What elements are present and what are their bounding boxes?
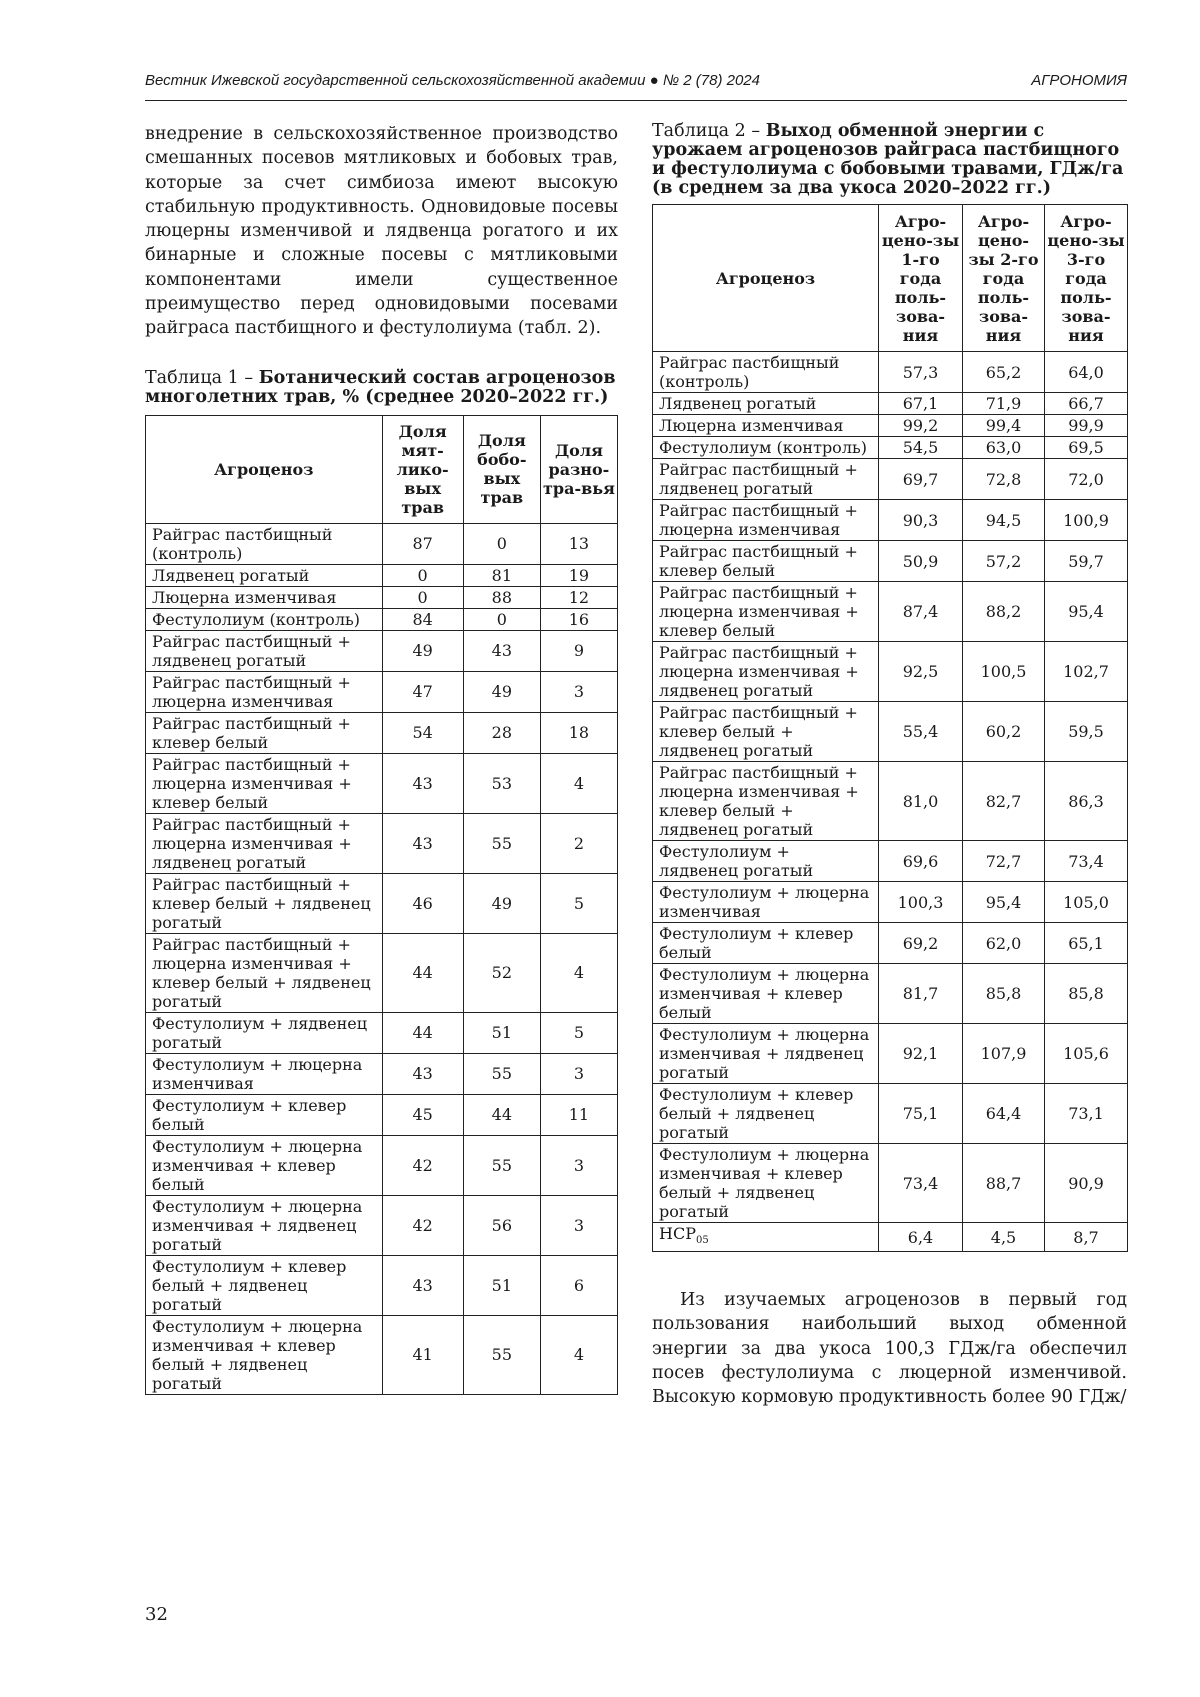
value-cell: 95,4 — [1045, 582, 1128, 642]
hsr-value: 6,4 — [879, 1223, 963, 1252]
agrocenosis-cell: Райграс пастбищный (контроль) — [146, 523, 383, 564]
value-cell: 2 — [540, 813, 617, 873]
table-row — [146, 873, 618, 933]
value-cell: 62,0 — [963, 923, 1045, 964]
table-row — [146, 1012, 618, 1053]
right-column — [652, 122, 1127, 1410]
table-row — [146, 586, 618, 608]
table-row — [653, 459, 1128, 500]
value-cell: 82,7 — [963, 762, 1045, 841]
value-cell: 43 — [382, 1255, 463, 1315]
value-cell: 72,7 — [963, 841, 1045, 882]
value-cell: 59,7 — [1045, 541, 1128, 582]
agrocenosis-cell: Фестулолиум + люцерна изменчивая + лядвенец рогатый — [653, 1024, 879, 1084]
value-cell: 69,2 — [879, 923, 963, 964]
value-cell: 49 — [463, 671, 540, 712]
value-cell: 41 — [382, 1315, 463, 1394]
table-row — [146, 813, 618, 873]
value-cell: 11 — [540, 1094, 617, 1135]
value-cell: 55 — [463, 813, 540, 873]
agrocenosis-cell: Райграс пастбищный + клевер белый — [653, 541, 879, 582]
table-row — [653, 352, 1128, 393]
hsr-row — [653, 1223, 1128, 1252]
value-cell: 105,0 — [1045, 882, 1128, 923]
value-cell: 56 — [463, 1195, 540, 1255]
value-cell: 49 — [463, 873, 540, 933]
table-row — [146, 1195, 618, 1255]
value-cell: 81,7 — [879, 964, 963, 1024]
agrocenosis-cell: Лядвенец рогатый — [146, 564, 383, 586]
value-cell: 55,4 — [879, 702, 963, 762]
value-cell: 44 — [382, 1012, 463, 1053]
value-cell: 99,2 — [879, 415, 963, 437]
table1-header: Доля бобо-вых трав — [463, 415, 540, 523]
value-cell: 72,0 — [1045, 459, 1128, 500]
value-cell: 43 — [463, 630, 540, 671]
value-cell: 54,5 — [879, 437, 963, 459]
value-cell: 88 — [463, 586, 540, 608]
agrocenosis-cell: Райграс пастбищный + люцерна изменчивая + клевер белый — [653, 582, 879, 642]
value-cell: 64,0 — [1045, 352, 1128, 393]
value-cell: 100,5 — [963, 642, 1045, 702]
value-cell: 46 — [382, 873, 463, 933]
value-cell: 72,8 — [963, 459, 1045, 500]
agrocenosis-cell: Фестулолиум + люцерна изменчивая + клевер белый — [146, 1135, 383, 1195]
value-cell: 0 — [463, 608, 540, 630]
table-row — [146, 671, 618, 712]
value-cell: 69,5 — [1045, 437, 1128, 459]
agrocenosis-cell: Райграс пастбищный + лядвенец рогатый — [653, 459, 879, 500]
agrocenosis-cell: Райграс пастбищный + люцерна изменчивая + лядвенец рогатый — [146, 813, 383, 873]
hsr-value: 8,7 — [1045, 1223, 1128, 1252]
agrocenosis-cell: Фестулолиум + люцерна изменчивая + клевер белый + лядвенец рогатый — [146, 1315, 383, 1394]
table-row — [146, 933, 618, 1012]
table2-caption-prefix: Таблица 2 – — [652, 121, 766, 141]
value-cell: 92,5 — [879, 642, 963, 702]
table-row — [653, 882, 1128, 923]
agrocenosis-cell: Райграс пастбищный + клевер белый + лядвенец рогатый — [653, 702, 879, 762]
agrocenosis-cell: Райграс пастбищный + клевер белый + лядвенец рогатый — [146, 873, 383, 933]
agrocenosis-cell: Фестулолиум (контроль) — [653, 437, 879, 459]
value-cell: 44 — [382, 933, 463, 1012]
value-cell: 55 — [463, 1315, 540, 1394]
agrocenosis-cell: Фестулолиум + клевер белый — [146, 1094, 383, 1135]
agrocenosis-cell: Райграс пастбищный + клевер белый — [146, 712, 383, 753]
value-cell: 47 — [382, 671, 463, 712]
value-cell: 95,4 — [963, 882, 1045, 923]
table-row — [653, 415, 1128, 437]
value-cell: 69,6 — [879, 841, 963, 882]
value-cell: 99,9 — [1045, 415, 1128, 437]
value-cell: 53 — [463, 753, 540, 813]
table1-header: Доля мят-лико-вых трав — [382, 415, 463, 523]
value-cell: 43 — [382, 753, 463, 813]
value-cell: 54 — [382, 712, 463, 753]
table-row — [653, 762, 1128, 841]
agrocenosis-cell: Фестулолиум (контроль) — [146, 608, 383, 630]
table2-caption-title: Выход обменной энергии с урожаем агроценозов райграса пастбищного и фестулолиума с бобовыми травами, ГДж/га (в среднем за два укоса 2020–2022 гг.) — [652, 121, 1124, 198]
value-cell: 75,1 — [879, 1084, 963, 1144]
table-row — [653, 541, 1128, 582]
value-cell: 94,5 — [963, 500, 1045, 541]
value-cell: 4 — [540, 933, 617, 1012]
agrocenosis-cell: Райграс пастбищный + люцерна изменчивая + клевер белый — [146, 753, 383, 813]
value-cell: 73,1 — [1045, 1084, 1128, 1144]
table-row — [146, 753, 618, 813]
table-row — [146, 1255, 618, 1315]
table1 — [145, 415, 618, 1395]
page-number: 32 — [145, 1604, 168, 1625]
agrocenosis-cell: Люцерна изменчивая — [146, 586, 383, 608]
value-cell: 4 — [540, 753, 617, 813]
table2-body — [653, 352, 1128, 1252]
value-cell: 51 — [463, 1012, 540, 1053]
value-cell: 6 — [540, 1255, 617, 1315]
hsr-label: $НСР_{05}$ — [653, 1223, 879, 1252]
agrocenosis-cell: Фестулолиум + люцерна изменчивая + лядвенец рогатый — [146, 1195, 383, 1255]
agrocenosis-cell: Фестулолиум + люцерна изменчивая + клевер белый + лядвенец рогатый — [653, 1144, 879, 1223]
value-cell: 18 — [540, 712, 617, 753]
value-cell: 99,4 — [963, 415, 1045, 437]
value-cell: 5 — [540, 873, 617, 933]
table2-header: Агро-цено-зы 1-го года поль-зова-ния — [879, 205, 963, 352]
table2-header: Агро-цено-зы 2-го года поль-зова-ния — [963, 205, 1045, 352]
table-row — [146, 1094, 618, 1135]
table-row — [146, 1315, 618, 1394]
value-cell: 73,4 — [879, 1144, 963, 1223]
hsr-value: 4,5 — [963, 1223, 1045, 1252]
table2-header: Агроценоз — [653, 205, 879, 352]
table1-body — [146, 523, 618, 1394]
journal-title: Вестник Ижевской государственной сельскохозяйственной академии ● № 2 (78) 2024 — [145, 72, 760, 89]
value-cell: 100,3 — [879, 882, 963, 923]
agrocenosis-cell: Фестулолиум + лядвенец рогатый — [146, 1012, 383, 1053]
table-row — [146, 630, 618, 671]
table1-caption-title: Ботанический состав агроценозов многолетних трав, % (среднее 2020–2022 гг.) — [145, 367, 616, 407]
left-column — [145, 122, 618, 1395]
agrocenosis-cell: Райграс пастбищный + люцерна изменчивая + клевер белый + лядвенец рогатый — [653, 762, 879, 841]
value-cell: 43 — [382, 1053, 463, 1094]
value-cell: 86,3 — [1045, 762, 1128, 841]
agrocenosis-cell: Фестулолиум + клевер белый + лядвенец рогатый — [146, 1255, 383, 1315]
table-row — [146, 1053, 618, 1094]
value-cell: 81,0 — [879, 762, 963, 841]
value-cell: 90,3 — [879, 500, 963, 541]
table-row — [146, 523, 618, 564]
value-cell: 50,9 — [879, 541, 963, 582]
left-paragraph: внедрение в сельскохозяйственное производство смешанных посевов мятликовых и бобовых трав, которые за счет симбиоза имеют высокую стабильную продуктивность. Одновидовые посевы люцерны изменчивой и лядвенца рогатого и их бинарные и сложные посевы с мятликовыми компонентами имели существенное преимущество перед одновидовыми посевами райграса пастбищного и фестулолиума (табл. 2). — [145, 124, 618, 339]
value-cell: 107,9 — [963, 1024, 1045, 1084]
table-row — [653, 923, 1128, 964]
table1-header: Агроценоз — [146, 415, 383, 523]
value-cell: 3 — [540, 1195, 617, 1255]
table-row — [653, 964, 1128, 1024]
table2-header: Агро-цено-зы 3-го года поль-зова-ния — [1045, 205, 1128, 352]
table-row — [653, 642, 1128, 702]
value-cell: 3 — [540, 1135, 617, 1195]
value-cell: 0 — [463, 523, 540, 564]
value-cell: 42 — [382, 1135, 463, 1195]
value-cell: 55 — [463, 1053, 540, 1094]
value-cell: 65,1 — [1045, 923, 1128, 964]
value-cell: 28 — [463, 712, 540, 753]
agrocenosis-cell: Райграс пастбищный + люцерна изменчивая + лядвенец рогатый — [653, 642, 879, 702]
value-cell: 81 — [463, 564, 540, 586]
value-cell: 88,7 — [963, 1144, 1045, 1223]
table-row — [653, 1144, 1128, 1223]
table-row — [653, 1024, 1128, 1084]
table-row — [653, 500, 1128, 541]
value-cell: 44 — [463, 1094, 540, 1135]
table1-caption — [145, 369, 618, 407]
table-row — [146, 564, 618, 586]
table-row — [146, 712, 618, 753]
table-row — [653, 582, 1128, 642]
value-cell: 57,3 — [879, 352, 963, 393]
value-cell: 3 — [540, 1053, 617, 1094]
section-title: АГРОНОМИЯ — [1031, 72, 1127, 89]
agrocenosis-cell: Фестулолиум + клевер белый + лядвенец рогатый — [653, 1084, 879, 1144]
table-row — [653, 702, 1128, 762]
agrocenosis-cell: Люцерна изменчивая — [653, 415, 879, 437]
table-row — [653, 393, 1128, 415]
table1-header: Доля разно-тра-вья — [540, 415, 617, 523]
value-cell: 102,7 — [1045, 642, 1128, 702]
agrocenosis-cell: Фестулолиум + люцерна изменчивая — [653, 882, 879, 923]
value-cell: 59,5 — [1045, 702, 1128, 762]
value-cell: 57,2 — [963, 541, 1045, 582]
value-cell: 65,2 — [963, 352, 1045, 393]
value-cell: 85,8 — [963, 964, 1045, 1024]
value-cell: 55 — [463, 1135, 540, 1195]
table1-caption-prefix: Таблица 1 – — [145, 367, 259, 388]
agrocenosis-cell: Лядвенец рогатый — [653, 393, 879, 415]
value-cell: 4 — [540, 1315, 617, 1394]
table-row — [653, 1084, 1128, 1144]
value-cell: 84 — [382, 608, 463, 630]
value-cell: 45 — [382, 1094, 463, 1135]
agrocenosis-cell: Райграс пастбищный (контроль) — [653, 352, 879, 393]
value-cell: 52 — [463, 933, 540, 1012]
agrocenosis-cell: Фестулолиум + клевер белый — [653, 923, 879, 964]
agrocenosis-cell: Райграс пастбищный + лядвенец рогатый — [146, 630, 383, 671]
agrocenosis-cell: Райграс пастбищный + люцерна изменчивая — [146, 671, 383, 712]
value-cell: 0 — [382, 586, 463, 608]
agrocenosis-cell: Райграс пастбищный + люцерна изменчивая + клевер белый + лядвенец рогатый — [146, 933, 383, 1012]
table-row — [653, 841, 1128, 882]
agrocenosis-cell: Фестулолиум + лядвенец рогатый — [653, 841, 879, 882]
value-cell: 51 — [463, 1255, 540, 1315]
value-cell: 92,1 — [879, 1024, 963, 1084]
value-cell: 5 — [540, 1012, 617, 1053]
running-header — [145, 68, 1127, 101]
table2-caption — [652, 122, 1127, 198]
value-cell: 87,4 — [879, 582, 963, 642]
value-cell: 42 — [382, 1195, 463, 1255]
value-cell: 100,9 — [1045, 500, 1128, 541]
agrocenosis-cell: Фестулолиум + люцерна изменчивая — [146, 1053, 383, 1094]
value-cell: 12 — [540, 586, 617, 608]
value-cell: 19 — [540, 564, 617, 586]
table2 — [652, 204, 1128, 1252]
value-cell: 73,4 — [1045, 841, 1128, 882]
value-cell: 13 — [540, 523, 617, 564]
value-cell: 49 — [382, 630, 463, 671]
value-cell: 9 — [540, 630, 617, 671]
value-cell: 66,7 — [1045, 393, 1128, 415]
value-cell: 87 — [382, 523, 463, 564]
value-cell: 67,1 — [879, 393, 963, 415]
value-cell: 43 — [382, 813, 463, 873]
table-row — [653, 437, 1128, 459]
value-cell: 63,0 — [963, 437, 1045, 459]
value-cell: 69,7 — [879, 459, 963, 500]
value-cell: 105,6 — [1045, 1024, 1128, 1084]
value-cell: 64,4 — [963, 1084, 1045, 1144]
value-cell: 85,8 — [1045, 964, 1128, 1024]
agrocenosis-cell: Фестулолиум + люцерна изменчивая + клевер белый — [653, 964, 879, 1024]
value-cell: 71,9 — [963, 393, 1045, 415]
value-cell: 60,2 — [963, 702, 1045, 762]
value-cell: 0 — [382, 564, 463, 586]
value-cell: 16 — [540, 608, 617, 630]
value-cell: 88,2 — [963, 582, 1045, 642]
table-row — [146, 1135, 618, 1195]
right-paragraph: Из изучаемых агроценозов в первый год пользования наибольший выход обменной энергии за два укоса 100,3 ГДж/га обеспечил посев фестулолиума с люцерной изменчивой. Высокую кормовую продуктивность более 90 ГДж/ — [652, 1290, 1127, 1408]
value-cell: 90,9 — [1045, 1144, 1128, 1223]
table-row — [146, 608, 618, 630]
value-cell: 3 — [540, 671, 617, 712]
agrocenosis-cell: Райграс пастбищный + люцерна изменчивая — [653, 500, 879, 541]
